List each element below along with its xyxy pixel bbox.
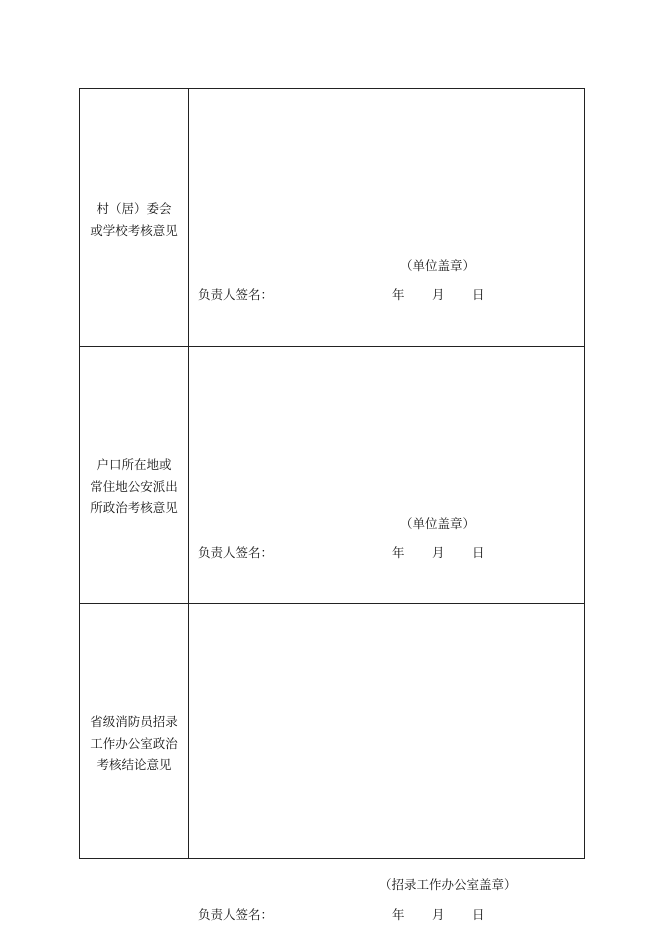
section-label (84, 454, 184, 519)
date-month-label: 月 (432, 907, 445, 922)
signer-label: 负责人签名： (198, 907, 274, 922)
date-month-label: 月 (432, 287, 445, 302)
section-label-line: 或学校考核意见 (90, 222, 178, 238)
date-day-label: 日 (472, 545, 485, 560)
section-label-cell (80, 89, 189, 346)
section-label-line: 所政治考核意见 (90, 500, 178, 515)
date-day-label: 日 (472, 907, 485, 922)
section-village-or-school-review (80, 89, 584, 346)
date-year-label: 年 (392, 287, 405, 302)
section-label-line: 考核结论意见 (96, 757, 172, 772)
section-label-cell (80, 347, 189, 603)
section-label-cell (80, 604, 189, 858)
section-label-line: 省级消防员招录 (90, 714, 178, 729)
section-label-line: 户口所在地或 (96, 457, 172, 472)
section-label (84, 198, 184, 241)
opinion-input-area[interactable] (189, 347, 584, 603)
seal-note: （招录工作办公室盖章） (379, 877, 517, 892)
section-label-line: 常住地公安派出 (90, 478, 178, 494)
political-review-form-table (79, 88, 585, 922)
section-label-line: 工作办公室政治 (90, 735, 178, 751)
opinion-input-area[interactable] (189, 604, 584, 922)
seal-note: （单位盖章） (400, 258, 476, 273)
signer-label: 负责人签名： (198, 287, 274, 302)
section-label-line: 村（居）委会 (96, 201, 172, 216)
section-police-station-review (80, 346, 584, 603)
date-year-label: 年 (392, 545, 405, 560)
seal-note: （单位盖章） (400, 516, 476, 531)
date-day-label: 日 (472, 287, 485, 302)
section-label (84, 711, 184, 776)
date-month-label: 月 (432, 545, 445, 560)
date-year-label: 年 (392, 907, 405, 922)
opinion-input-area[interactable] (189, 89, 584, 346)
signer-label: 负责人签名： (198, 545, 274, 560)
section-provincial-office-conclusion (80, 603, 584, 922)
